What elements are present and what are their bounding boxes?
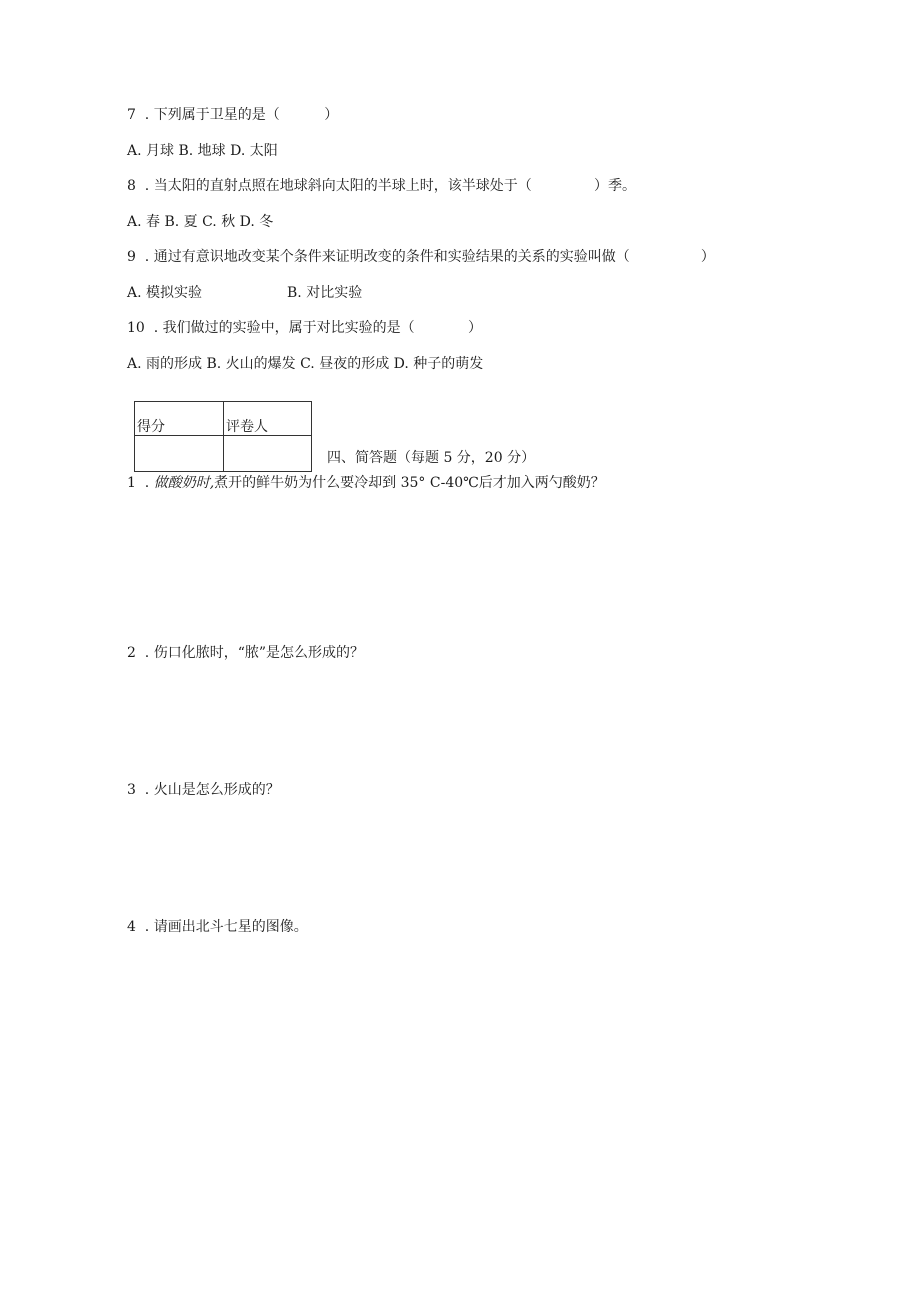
section-title: 四、简答题（每题 5 分，20 分） bbox=[327, 450, 536, 466]
score-value-cell[interactable] bbox=[135, 436, 224, 472]
q8-options: A. 春 B. 夏 C. 秋 D. 冬 bbox=[127, 214, 274, 230]
q10-stem: 10 . 我们做过的实验中，属于对比实验的是（ ） bbox=[127, 320, 483, 336]
q7-stem: 7 . 下列属于卫星的是（ ） bbox=[127, 107, 339, 123]
q9-option-a: A. 模拟实验 bbox=[127, 285, 203, 301]
short-answer-1-italic: 做酸奶时, bbox=[153, 475, 215, 491]
grader-header-cell: 评卷人 bbox=[224, 402, 312, 436]
q9-stem: 9 . 通过有意识地改变某个条件来证明改变的条件和实验结果的关系的实验叫做（ ） bbox=[127, 249, 715, 265]
q9-option-b: B. 对比实验 bbox=[287, 285, 363, 301]
grader-value-cell[interactable] bbox=[224, 436, 312, 472]
short-answer-4: 4 . 请画出北斗七星的图像。 bbox=[127, 919, 308, 935]
q8-stem: 8 . 当太阳的直射点照在地球斜向太阳的半球上时，该半球处于（ ）季。 bbox=[127, 178, 637, 194]
q7-options: A. 月球 B. 地球 D. 太阳 bbox=[127, 143, 278, 159]
short-answer-1: 1 . 做酸奶时,煮开的鲜牛奶为什么要冷却到 35° C-40℃后才加入两勺酸奶？ bbox=[127, 475, 605, 491]
score-table bbox=[134, 401, 312, 472]
q10-options: A. 雨的形成 B. 火山的爆发 C. 昼夜的形成 D. 种子的萌发 bbox=[127, 356, 484, 372]
short-answer-2: 2 . 伤口化脓时，“脓”是怎么形成的？ bbox=[127, 645, 365, 661]
short-answer-3: 3 . 火山是怎么形成的？ bbox=[127, 782, 280, 798]
score-header-cell: 得分 bbox=[135, 402, 224, 436]
